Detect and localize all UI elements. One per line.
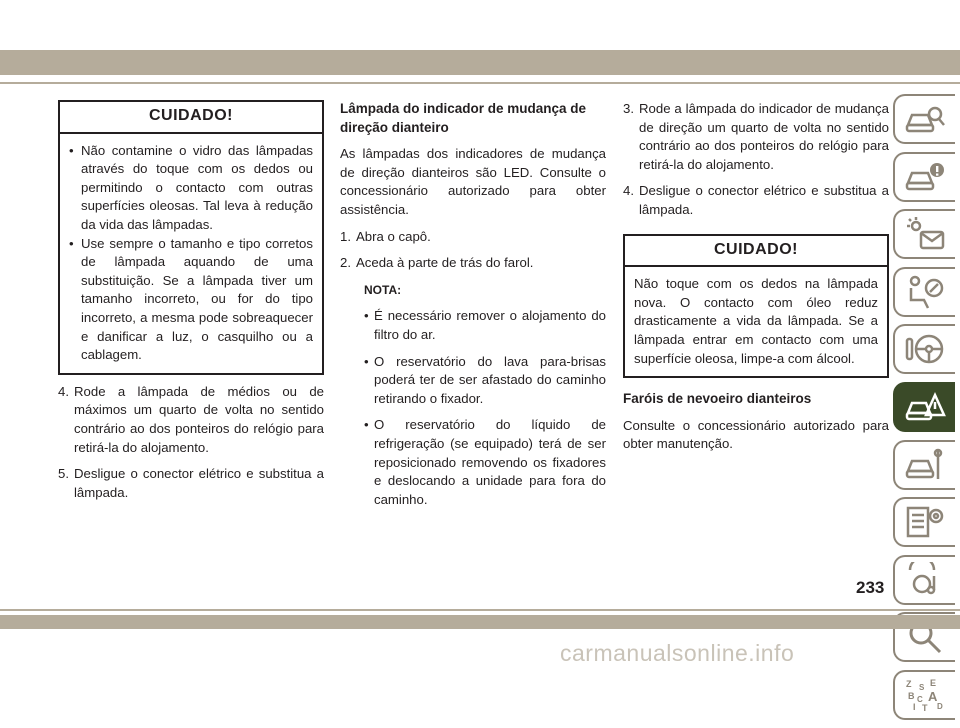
caution-box: [623, 234, 889, 379]
watermark: carmanualsonline.info: [560, 640, 795, 666]
step-item: 1. Abra o capô.: [340, 228, 431, 244]
note-item: • O reservatório do líquido de refrigeração (se equipado) terá de ser reposicionado removendo os fixadores e deslocando a unidade para fora do caminho.: [364, 417, 606, 507]
caution-bullet: • Use sempre o tamanho e tipo corretos de lâmpada aquando de uma substituição. Se a lâmpada tiver um tamanho incorreto, ou for do tipo incorreto, a mesma pode sobreaquecer e danificar a luz, o casquilho ou a cablagem.: [69, 235, 313, 363]
section-heading: Faróis de nevoeiro dianteiros: [623, 391, 812, 407]
specs-gear-icon: [904, 504, 946, 540]
svg-text:I: I: [913, 701, 916, 712]
tab-car-magnifier[interactable]: [893, 94, 955, 144]
index-letters-icon: [904, 677, 946, 713]
step-item: 4. Desligue o conector elétrico e substitua a lâmpada.: [623, 183, 889, 217]
caution-box: [58, 100, 324, 375]
note-label: NOTA:: [364, 282, 402, 297]
chapter-tabs: [893, 94, 960, 728]
tab-car-tools[interactable]: [893, 440, 955, 490]
caution-body: [60, 134, 322, 373]
note-item: • O reservatório do lava para-brisas poderá ter de ser afastado do caminho retirando o fixador.: [364, 353, 606, 406]
tab-steering-wheel[interactable]: [893, 324, 955, 374]
step-item: 2. Aceda à parte de trás do farol.: [340, 255, 534, 271]
car-tools-icon: [904, 447, 946, 483]
caution-title: CUIDADO!: [60, 102, 322, 134]
svg-text:C: C: [917, 694, 923, 704]
airbag-seat-icon: [904, 274, 946, 310]
tab-specs-gear[interactable]: [893, 497, 955, 547]
step-item: 3. Rode a lâmpada do indicador de mudança de direção um quarto de volta no sentido contrário ao dos ponteiros do relógio para retirá-la do alojamento.: [623, 101, 889, 172]
svg-text:A: A: [928, 688, 938, 704]
tab-warning-lights[interactable]: [893, 209, 955, 259]
tab-index[interactable]: [893, 670, 955, 720]
header-band: [0, 50, 960, 75]
section-heading: Lâmpada do indicador de mudança de direção dianteiro: [340, 101, 587, 135]
steering-wheel-icon: [904, 331, 946, 367]
svg-text:T: T: [922, 702, 928, 713]
car-magnifier-icon: [904, 101, 946, 137]
tab-airbag-seat[interactable]: [893, 267, 955, 317]
svg-text:E: E: [930, 677, 937, 688]
car-hazard-icon: [904, 389, 946, 425]
svg-text:S: S: [919, 682, 925, 692]
footer-band: [0, 615, 960, 629]
caution-bullet: • Não contamine o vidro das lâmpadas através do toque com os dedos ou permitindo o contacto com outras superfícies oleosas. Tal leva à redução da vida das lâmpadas.: [69, 142, 313, 232]
svg-text:Z: Z: [906, 678, 912, 689]
column-left: [58, 100, 324, 510]
footer-rule: [0, 609, 960, 611]
note-item: • É necessário remover o alojamento do filtro do ar.: [364, 308, 606, 342]
tab-car-hazard[interactable]: [893, 382, 955, 432]
paragraph: Consulte o concessionário autorizado para obter manutenção.: [623, 417, 889, 452]
step-item: 5. Desligue o conector elétrico e substitua a lâmpada.: [58, 466, 324, 500]
step-item: 4. Rode a lâmpada de médios ou de máximos um quarto de volta no sentido contrário ao dos ponteiros do relógio para retirá-la do alojamento.: [58, 383, 324, 455]
car-info-icon: [904, 159, 946, 195]
multimedia-icon: [904, 562, 946, 598]
warning-lights-icon: [904, 216, 946, 252]
tab-multimedia[interactable]: [893, 555, 955, 605]
svg-text:D: D: [937, 701, 943, 711]
caution-title: CUIDADO!: [625, 236, 887, 268]
column-right: [623, 100, 889, 462]
caution-body: Não toque com os dedos na lâmpada nova. O contacto com óleo reduz drasticamente a vida da lâmpada. Se a lâmpada entrar em contacto com uma superfície oleosa, limpe-a com álcool.: [634, 276, 878, 366]
svg-text:B: B: [908, 690, 915, 701]
tab-car-info[interactable]: [893, 152, 955, 202]
page-number: 233: [856, 578, 885, 597]
column-middle: [340, 100, 606, 517]
intro-paragraph: As lâmpadas dos indicadores de mudança de direção dianteiros são LED. Consulte o concessionário autorizado para obter assistência.: [340, 146, 606, 217]
header-rule: [0, 82, 960, 84]
